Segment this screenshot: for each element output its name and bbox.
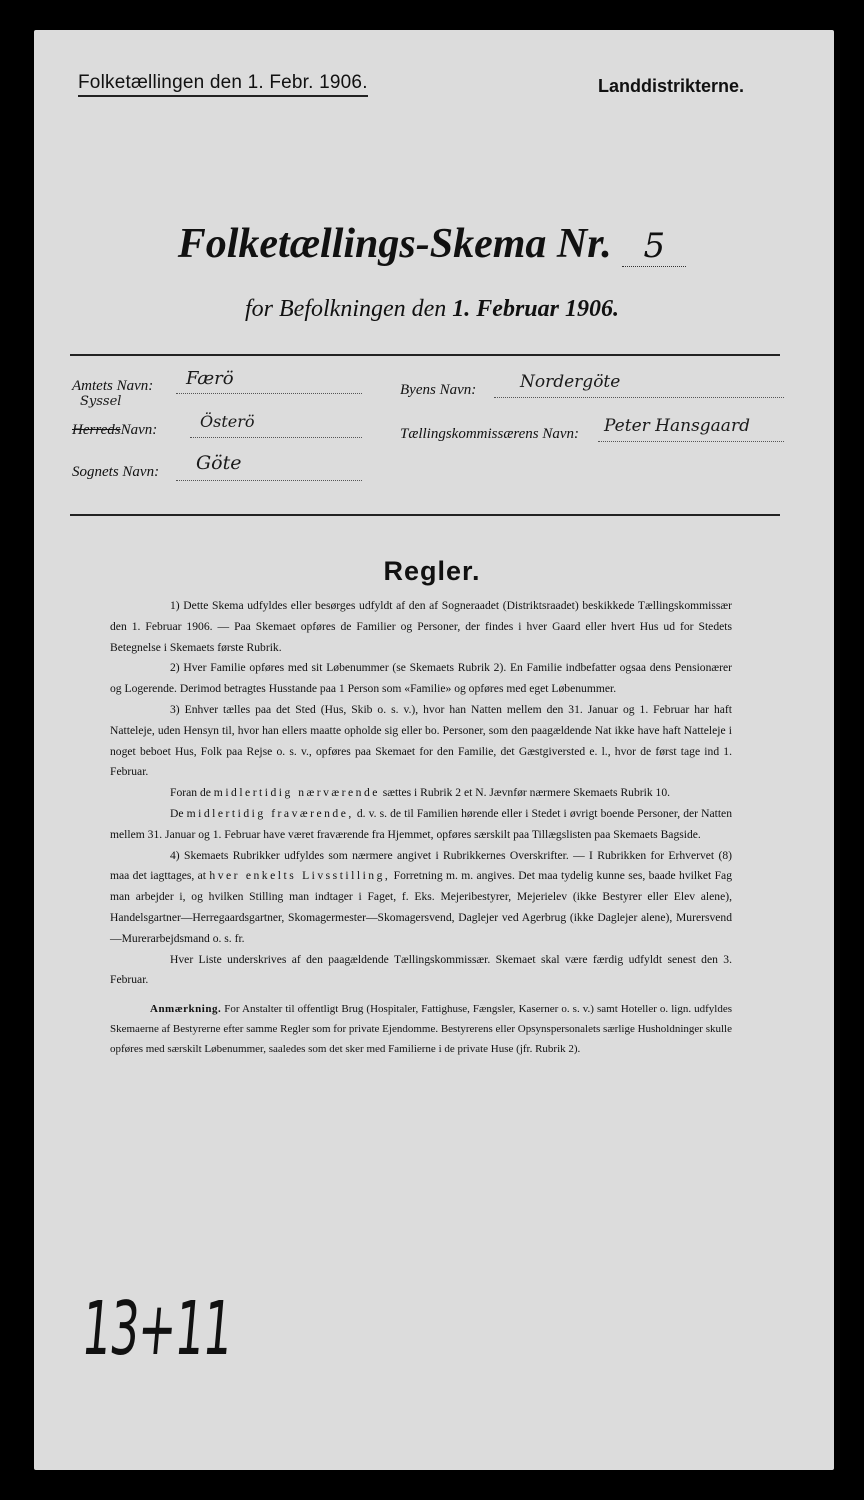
rule-3b-post: sættes i Rubrik 2 et N. Jævnfør nærmere Skemaets Rubrik 10. <box>382 786 671 800</box>
herred-line <box>190 437 362 438</box>
sogn-label: Sognets Navn: <box>72 464 160 480</box>
rule-4-pre: 4) Skemaets Rubrikker udfyldes som nærmere angivet i Rubrikkernes Overskrifter. — I Rubrikken for Erhvervet (8) maa det iagttages, at <box>110 848 732 883</box>
amt-label: Amtets Navn: <box>72 378 154 394</box>
bottom-divider <box>70 514 780 516</box>
rule-4-post: Forretning m. m. angives. Det maa tydelig kunne ses, baade hvilket Fag man arbejder i, og hvilken Stilling man indtager i Faget, f. Eks. Mejeribestyrer, Mejerielev (ikke Bestyrer eller Elev alene), Handelsgartner—Herregaardsgartner, Skomagermester—Skomagersvend, Daglejer ved Agerbrug (ikke Daglejer alene), Murersvend—Murerarbejdsmand o. s. fr. <box>110 869 732 945</box>
note-text: For Anstalter til offentligt Brug (Hospitaler, Fattighuse, Fængsler, Kaserner o. s. v.) samt Hoteller o. lign. udfyldes Skemaerne af Bestyrerne efter samme Regler som for private Ejendomme. Bestyrerens eller Opsynspersonalets særlige Husholdninger skulle opføres med særskilt Løbenummer, saaledes som det sker med Familierne i de private Huse (jfr. Rubrik 2). <box>110 1003 733 1056</box>
sogn-line <box>176 480 362 481</box>
census-header-label: Folketællingen den 1. Febr. 1906. <box>78 72 368 97</box>
annotation-note <box>110 999 732 1059</box>
amt-field[interactable]: Færö <box>186 368 234 389</box>
note-label: Anmærkning. <box>150 1003 222 1016</box>
rule-3b-emph: midlertidig nærværende <box>213 786 380 800</box>
kommissaer-label: Tællingskommissærens Navn: <box>400 426 580 442</box>
subtitle-date: 1. Februar 1906. <box>452 296 619 322</box>
rule-1: 1) Dette Skema udfyldes eller besørges udfyldt af den af Sogneraadet (Distriktsraadet) beskikkede Tællingskommissær den 1. Februar 1906. — Paa Skemaet opføres de Familier og Personer, der findes i hver Gaard eller hvert Hus ud for Stedets Betegnelse i Skemaets første Rubrik. <box>110 599 732 654</box>
rule-5: Hver Liste underskrives af den paagældende Tællingskommissær. Skemaet skal være færdig udfyldt senest den 3. Februar. <box>110 952 732 987</box>
rule-4-emph: hver enkelts Livsstilling, <box>209 869 391 883</box>
rule-3c-emph: midlertidig fraværende, <box>186 806 354 820</box>
byens-field[interactable]: Nordergöte <box>520 372 621 392</box>
herred-correction: Syssel <box>80 394 122 409</box>
rules-body <box>110 596 732 1059</box>
kommissaer-field[interactable]: Peter Hansgaard <box>604 416 750 436</box>
herred-label-suffix: Navn: <box>120 422 158 438</box>
kommissaer-line <box>598 441 784 442</box>
rule-3c <box>110 804 732 846</box>
form-subtitle <box>0 296 864 323</box>
rule-4 <box>110 846 732 950</box>
handwritten-count: 13+11 <box>78 1286 236 1372</box>
form-title <box>0 220 864 268</box>
rule-3b-pre: Foran de <box>170 786 211 800</box>
rule-2: 2) Hver Familie opføres med sit Løbenummer (se Skemaets Rubrik 2). En Familie indbefatter ogsaa dens Pensionærer og Logerende. Derimod betragtes Husstande paa 1 Person som «Familie» og opføres med eget Løbenummer. <box>110 661 732 696</box>
byens-line <box>494 397 784 398</box>
amt-line <box>176 393 362 394</box>
herred-label <box>72 422 157 439</box>
district-type-label: Landdistrikterne. <box>598 76 745 96</box>
sogn-field[interactable]: Göte <box>196 452 242 474</box>
top-divider <box>70 354 780 356</box>
herred-field[interactable]: Österö <box>200 412 255 431</box>
rule-3b <box>110 783 732 804</box>
rule-3c-post: d. v. s. de til Familien hørende eller i Stedet i øvrigt boende Personer, der Natten mellem 31. Januar og 1. Februar have været fraværende fra Hjemmet, opføres særskilt paa Tillægslisten paa Skemaets Bagside. <box>110 806 732 841</box>
byens-label: Byens Navn: <box>400 382 477 398</box>
rule-3: 3) Enhver tælles paa det Sted (Hus, Skib o. s. v.), hvor han Natten mellem den 31. Januar og 1. Februar har haft Natteleje, uden Hensyn til, hvor han ellers maatte opholde sig eller bo. Personer, som den paagældende Nat ikke have haft Natteleje i noget beboet Hus, Folk paa Rejse o. s. v., opføres paa Skemaet for den Familie, det Gæstgiversted e. l., hvor de først tage ind 1. Februar. <box>110 702 732 779</box>
rules-heading: Regler. <box>383 556 481 586</box>
form-title-text: Folketællings-Skema Nr. <box>177 221 612 267</box>
schema-number-field[interactable]: 5 <box>622 226 686 267</box>
herred-struck-word: Herreds <box>72 422 121 438</box>
rule-3c-pre: De <box>170 806 184 820</box>
subtitle-prefix: for Befolkningen den <box>245 296 447 322</box>
